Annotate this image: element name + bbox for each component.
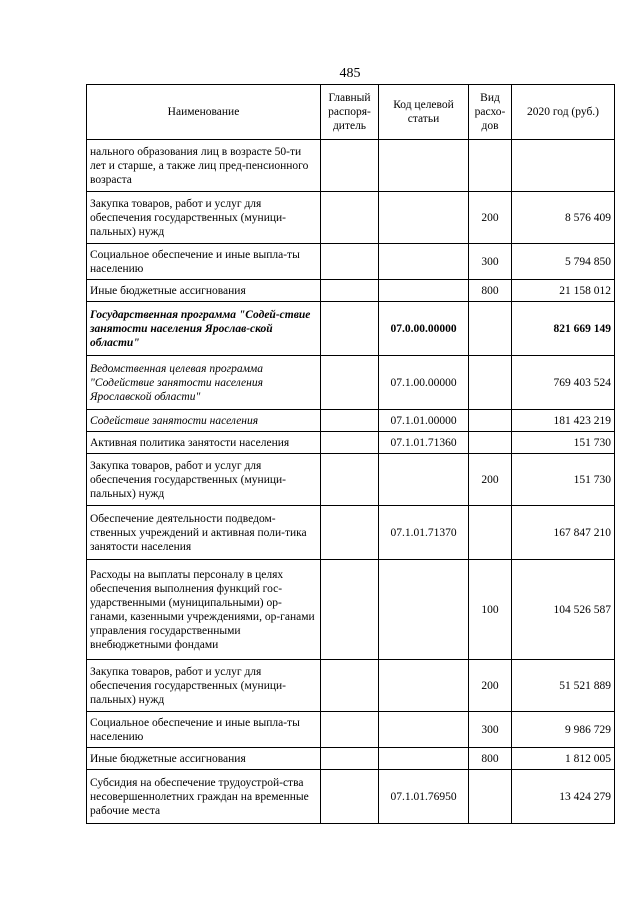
table-row — [87, 140, 615, 192]
row-admin-cell — [321, 454, 379, 506]
header-amount: 2020 год (руб.) — [512, 85, 615, 140]
row-amount-cell: 8 576 409 — [512, 192, 615, 244]
row-type-cell: 200 — [469, 660, 512, 712]
row-amount-cell: 9 986 729 — [512, 712, 615, 748]
row-type-cell — [469, 302, 512, 356]
row-code-cell — [379, 712, 469, 748]
table-row — [87, 432, 615, 454]
row-name-cell: Социальное обеспечение и иные выпла-ты населению — [87, 712, 321, 748]
row-code-cell: 07.1.01.71370 — [379, 506, 469, 560]
row-type-cell — [469, 432, 512, 454]
row-admin-cell — [321, 410, 379, 432]
row-name-cell: Иные бюджетные ассигнования — [87, 280, 321, 302]
row-amount-cell — [512, 140, 615, 192]
row-code-cell — [379, 454, 469, 506]
table-header-row — [87, 85, 615, 140]
row-amount-cell: 151 730 — [512, 432, 615, 454]
row-admin-cell — [321, 712, 379, 748]
header-code: Код целевой статьи — [379, 85, 469, 140]
row-admin-cell — [321, 140, 379, 192]
row-code-cell: 07.0.00.00000 — [379, 302, 469, 356]
row-amount-cell: 769 403 524 — [512, 356, 615, 410]
row-code-cell — [379, 244, 469, 280]
row-name-cell: Социальное обеспечение и иные выпла-ты населению — [87, 244, 321, 280]
row-admin-cell — [321, 770, 379, 824]
row-amount-cell: 104 526 587 — [512, 560, 615, 660]
row-name-cell: Закупка товаров, работ и услуг для обеспечения государственных (муници-пальных) нужд — [87, 454, 321, 506]
row-code-cell: 07.1.01.00000 — [379, 410, 469, 432]
row-name-cell: Содействие занятости населения — [87, 410, 321, 432]
row-name-cell: Государственная программа "Содей-ствие занятости населения Ярослав-ской области" — [87, 302, 321, 356]
row-code-cell — [379, 140, 469, 192]
row-type-cell: 300 — [469, 712, 512, 748]
table-row — [87, 748, 615, 770]
row-admin-cell — [321, 302, 379, 356]
row-admin-cell — [321, 506, 379, 560]
row-name-cell: нального образования лиц в возрасте 50-ти лет и старше, а также лиц пред-пенсионного возраста — [87, 140, 321, 192]
page-number: 485 — [339, 66, 361, 81]
row-admin-cell — [321, 280, 379, 302]
row-admin-cell — [321, 748, 379, 770]
row-amount-cell: 821 669 149 — [512, 302, 615, 356]
row-name-cell: Активная политика занятости населения — [87, 432, 321, 454]
table-row — [87, 302, 615, 356]
row-admin-cell — [321, 192, 379, 244]
table-row — [87, 356, 615, 410]
row-code-cell: 07.1.01.71360 — [379, 432, 469, 454]
row-type-cell: 300 — [469, 244, 512, 280]
row-type-cell — [469, 770, 512, 824]
row-code-cell: 07.1.00.00000 — [379, 356, 469, 410]
row-amount-cell: 51 521 889 — [512, 660, 615, 712]
row-name-cell: Закупка товаров, работ и услуг для обеспечения государственных (муници-пальных) нужд — [87, 192, 321, 244]
table-row — [87, 454, 615, 506]
row-admin-cell — [321, 560, 379, 660]
row-code-cell — [379, 560, 469, 660]
header-type: Вид расхо-дов — [469, 85, 512, 140]
table-row — [87, 660, 615, 712]
table-row — [87, 192, 615, 244]
row-amount-cell: 181 423 219 — [512, 410, 615, 432]
row-admin-cell — [321, 356, 379, 410]
header-admin: Главный распоря-дитель — [321, 85, 379, 140]
row-code-cell — [379, 748, 469, 770]
row-type-cell: 800 — [469, 280, 512, 302]
row-code-cell — [379, 660, 469, 712]
row-code-cell — [379, 280, 469, 302]
budget-table — [86, 84, 615, 824]
table-row — [87, 770, 615, 824]
row-type-cell: 200 — [469, 454, 512, 506]
row-name-cell: Ведомственная целевая программа "Содействие занятости населения Ярославской области" — [87, 356, 321, 410]
table-row — [87, 712, 615, 748]
row-type-cell: 200 — [469, 192, 512, 244]
row-code-cell — [379, 192, 469, 244]
row-name-cell: Иные бюджетные ассигнования — [87, 748, 321, 770]
row-amount-cell: 151 730 — [512, 454, 615, 506]
row-admin-cell — [321, 432, 379, 454]
row-amount-cell: 1 812 005 — [512, 748, 615, 770]
row-amount-cell: 167 847 210 — [512, 506, 615, 560]
row-type-cell: 100 — [469, 560, 512, 660]
row-amount-cell: 13 424 279 — [512, 770, 615, 824]
row-type-cell — [469, 356, 512, 410]
row-code-cell: 07.1.01.76950 — [379, 770, 469, 824]
header-name: Наименование — [87, 85, 321, 140]
table-row — [87, 410, 615, 432]
table-row — [87, 244, 615, 280]
row-name-cell: Субсидия на обеспечение трудоустрой-ства несовершеннолетних граждан на временные рабочие места — [87, 770, 321, 824]
row-name-cell: Обеспечение деятельности подведом-ственных учреждений и активная поли-тика занятости населения — [87, 506, 321, 560]
table-row — [87, 506, 615, 560]
row-name-cell: Расходы на выплаты персоналу в целях обеспечения выполнения функций гос-ударственными (муниципальными) ор-ганами, казенными учреждениями, ор-ганами управления государственными внебюджетными фондами — [87, 560, 321, 660]
row-type-cell — [469, 506, 512, 560]
row-type-cell: 800 — [469, 748, 512, 770]
row-type-cell — [469, 140, 512, 192]
table-row — [87, 280, 615, 302]
row-type-cell — [469, 410, 512, 432]
row-amount-cell: 5 794 850 — [512, 244, 615, 280]
table-row — [87, 560, 615, 660]
row-admin-cell — [321, 244, 379, 280]
table-body — [87, 140, 615, 824]
row-name-cell: Закупка товаров, работ и услуг для обеспечения государственных (муници-пальных) нужд — [87, 660, 321, 712]
row-amount-cell: 21 158 012 — [512, 280, 615, 302]
row-admin-cell — [321, 660, 379, 712]
